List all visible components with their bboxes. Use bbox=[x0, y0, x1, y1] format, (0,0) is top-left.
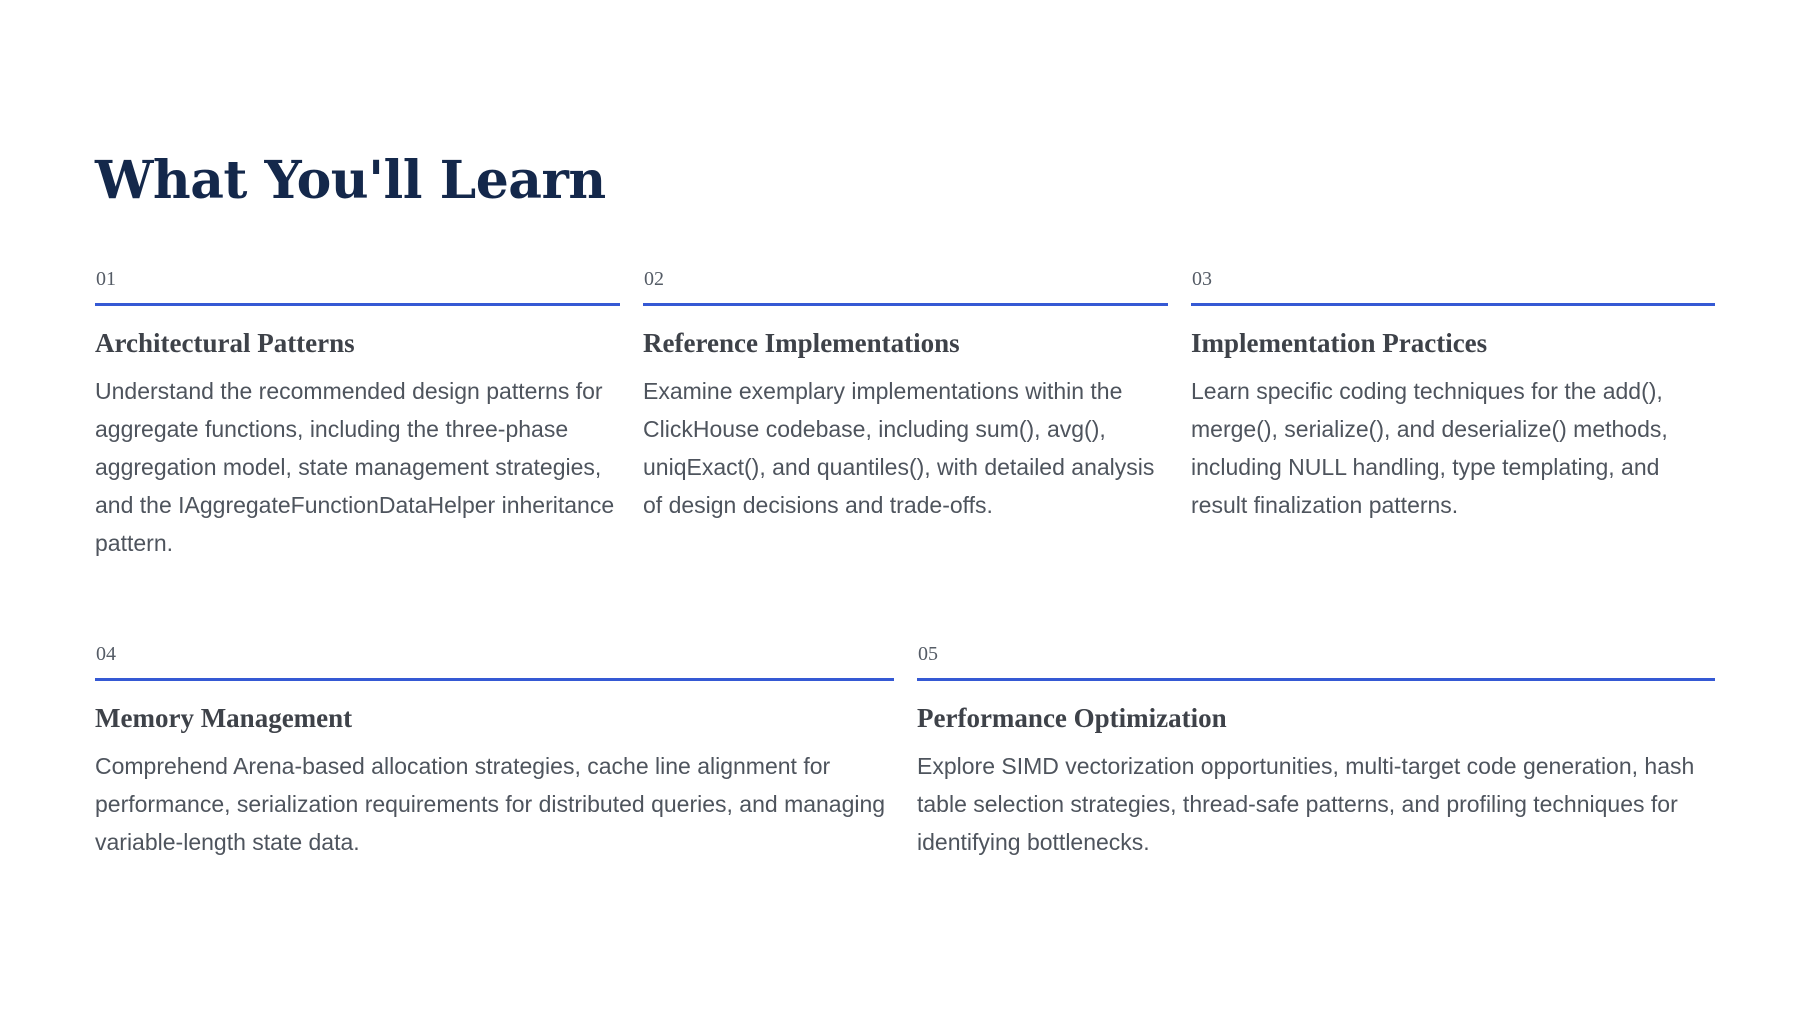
card-title: Reference Implementations bbox=[643, 328, 960, 358]
card-description: Understand the recommended design patterns for aggregate functions, including the three-phase aggregation model, state management strategies, and the IAggregateFunctionDataHelper inheritance pattern. bbox=[95, 378, 615, 556]
card-divider bbox=[1191, 303, 1715, 306]
card-number: 04 bbox=[96, 643, 116, 665]
card-divider bbox=[643, 303, 1168, 306]
card-title: Architectural Patterns bbox=[95, 328, 355, 358]
learning-card-implementation-practices bbox=[1191, 267, 1715, 524]
card-number: 03 bbox=[1192, 268, 1212, 290]
page-title: What You'll Learn bbox=[95, 150, 606, 211]
card-divider bbox=[917, 678, 1715, 681]
card-number: 05 bbox=[918, 643, 938, 665]
card-divider bbox=[95, 678, 894, 681]
learning-card-performance-optimization bbox=[917, 642, 1715, 861]
learning-card-memory-management bbox=[95, 642, 894, 861]
card-title: Implementation Practices bbox=[1191, 328, 1488, 358]
card-divider bbox=[95, 303, 620, 306]
learning-card-reference-implementations bbox=[643, 267, 1168, 524]
learning-card-architectural-patterns bbox=[95, 267, 620, 562]
card-description: Comprehend Arena-based allocation strategies, cache line alignment for performance, serialization requirements for distributed queries, and managing variable-length state data. bbox=[95, 753, 886, 855]
card-number: 02 bbox=[644, 268, 664, 290]
card-title: Memory Management bbox=[95, 703, 353, 733]
card-number: 01 bbox=[96, 268, 116, 290]
card-description: Examine exemplary implementations within the ClickHouse codebase, including sum(), avg(), uniqExact(), and quantiles(), with detailed analysis of design decisions and trade-offs. bbox=[643, 378, 1155, 518]
card-description: Learn specific coding techniques for the add(), merge(), serialize(), and deserialize() methods, including NULL handling, type templating, and result finalization patterns. bbox=[1191, 378, 1668, 518]
card-title: Performance Optimization bbox=[917, 703, 1227, 733]
card-description: Explore SIMD vectorization opportunities, multi-target code generation, hash table selection strategies, thread-safe patterns, and profiling techniques for identifying bottlenecks. bbox=[917, 753, 1695, 855]
